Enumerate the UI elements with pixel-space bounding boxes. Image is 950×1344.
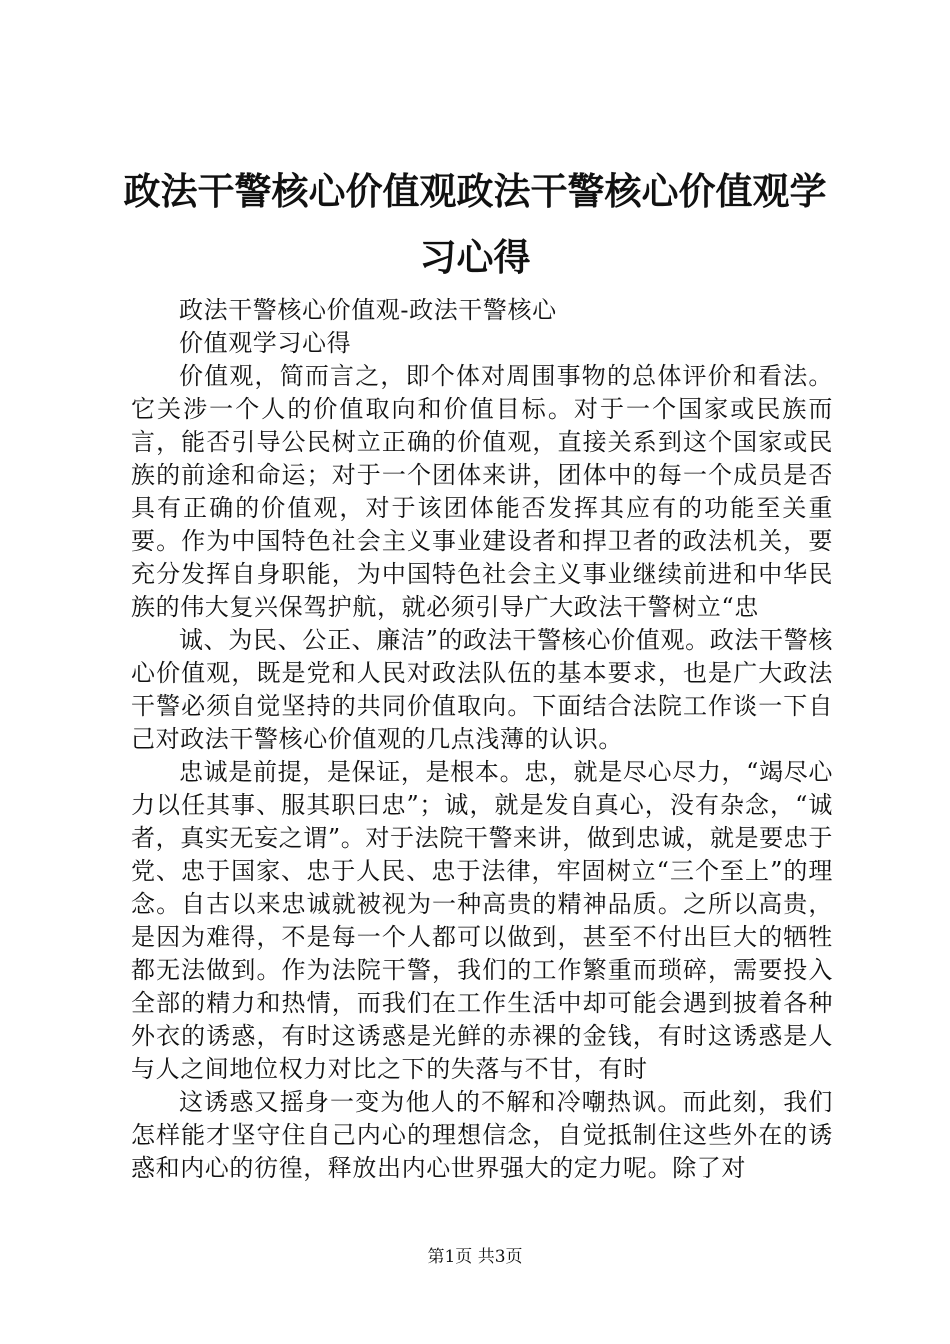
document-title: 政法干警核心价值观政法干警核心价值观学习心得	[123, 169, 827, 279]
paragraph: 价值观学习心得	[179, 329, 352, 357]
paragraph: 诚、为民、公正、廉洁”的政法干警核心价值观。政法干警核心价值观，既是党和人民对政法队伍的基本要求，也是广大政法干警必须自觉坚持的共同价值取向。下面结合法院工作谈一下自己对政法干警核心价值观的几点浅薄的认识。	[131, 626, 833, 753]
page-number-footer: 第1页 共3页	[427, 1247, 523, 1267]
paragraph: 忠诚是前提，是保证，是根本。忠，就是尽心尽力，“竭尽心力以任其事、服其职曰忠”；诚，就是发自真心，没有杂念，“诚者，真实无妄之谓”。对于法院干警来讲，做到忠诚，就是要忠于党、忠于国家、忠于人民、忠于法律，牢固树立“三个至上”的理念。自古以来忠诚就被视为一种高贵的精神品质。之所以高贵，是因为难得，不是每一个人都可以做到，甚至不付出巨大的牺牲都无法做到。作为法院干警，我们的工作繁重而琐碎，需要投入全部的精力和热情，而我们在工作生活中却可能会遇到披着各种外衣的诱惑，有时这诱惑是光鲜的赤裸的金钱，有时这诱惑是人与人之间地位权力对比之下的失落与不甘，有时	[131, 758, 833, 1083]
paragraph: 政法干警核心价值观-政法干警核心	[179, 296, 557, 324]
paragraph: 价值观，简而言之，即个体对周围事物的总体评价和看法。它关涉一个人的价值取向和价值目标。对于一个国家或民族而言，能否引导公民树立正确的价值观，直接关系到这个国家或民族的前途和命运；对于一个团体来讲，团体中的每一个成员是否具有正确的价值观，对于该团体能否发挥其应有的功能至关重要。作为中国特色社会主义事业建设者和捍卫者的政法机关，要充分发挥自身职能，为中国特色社会主义事业继续前进和中华民族的伟大复兴保驾护航，就必须引导广大政法干警树立“忠	[131, 362, 833, 621]
paragraph: 这诱惑又摇身一变为他人的不解和冷嘲热讽。而此刻，我们怎样能才坚守住自己内心的理想信念，自觉抵制住这些外在的诱惑和内心的彷徨，释放出内心世界强大的定力呢。除了对	[131, 1088, 833, 1182]
document-body	[131, 294, 833, 1185]
